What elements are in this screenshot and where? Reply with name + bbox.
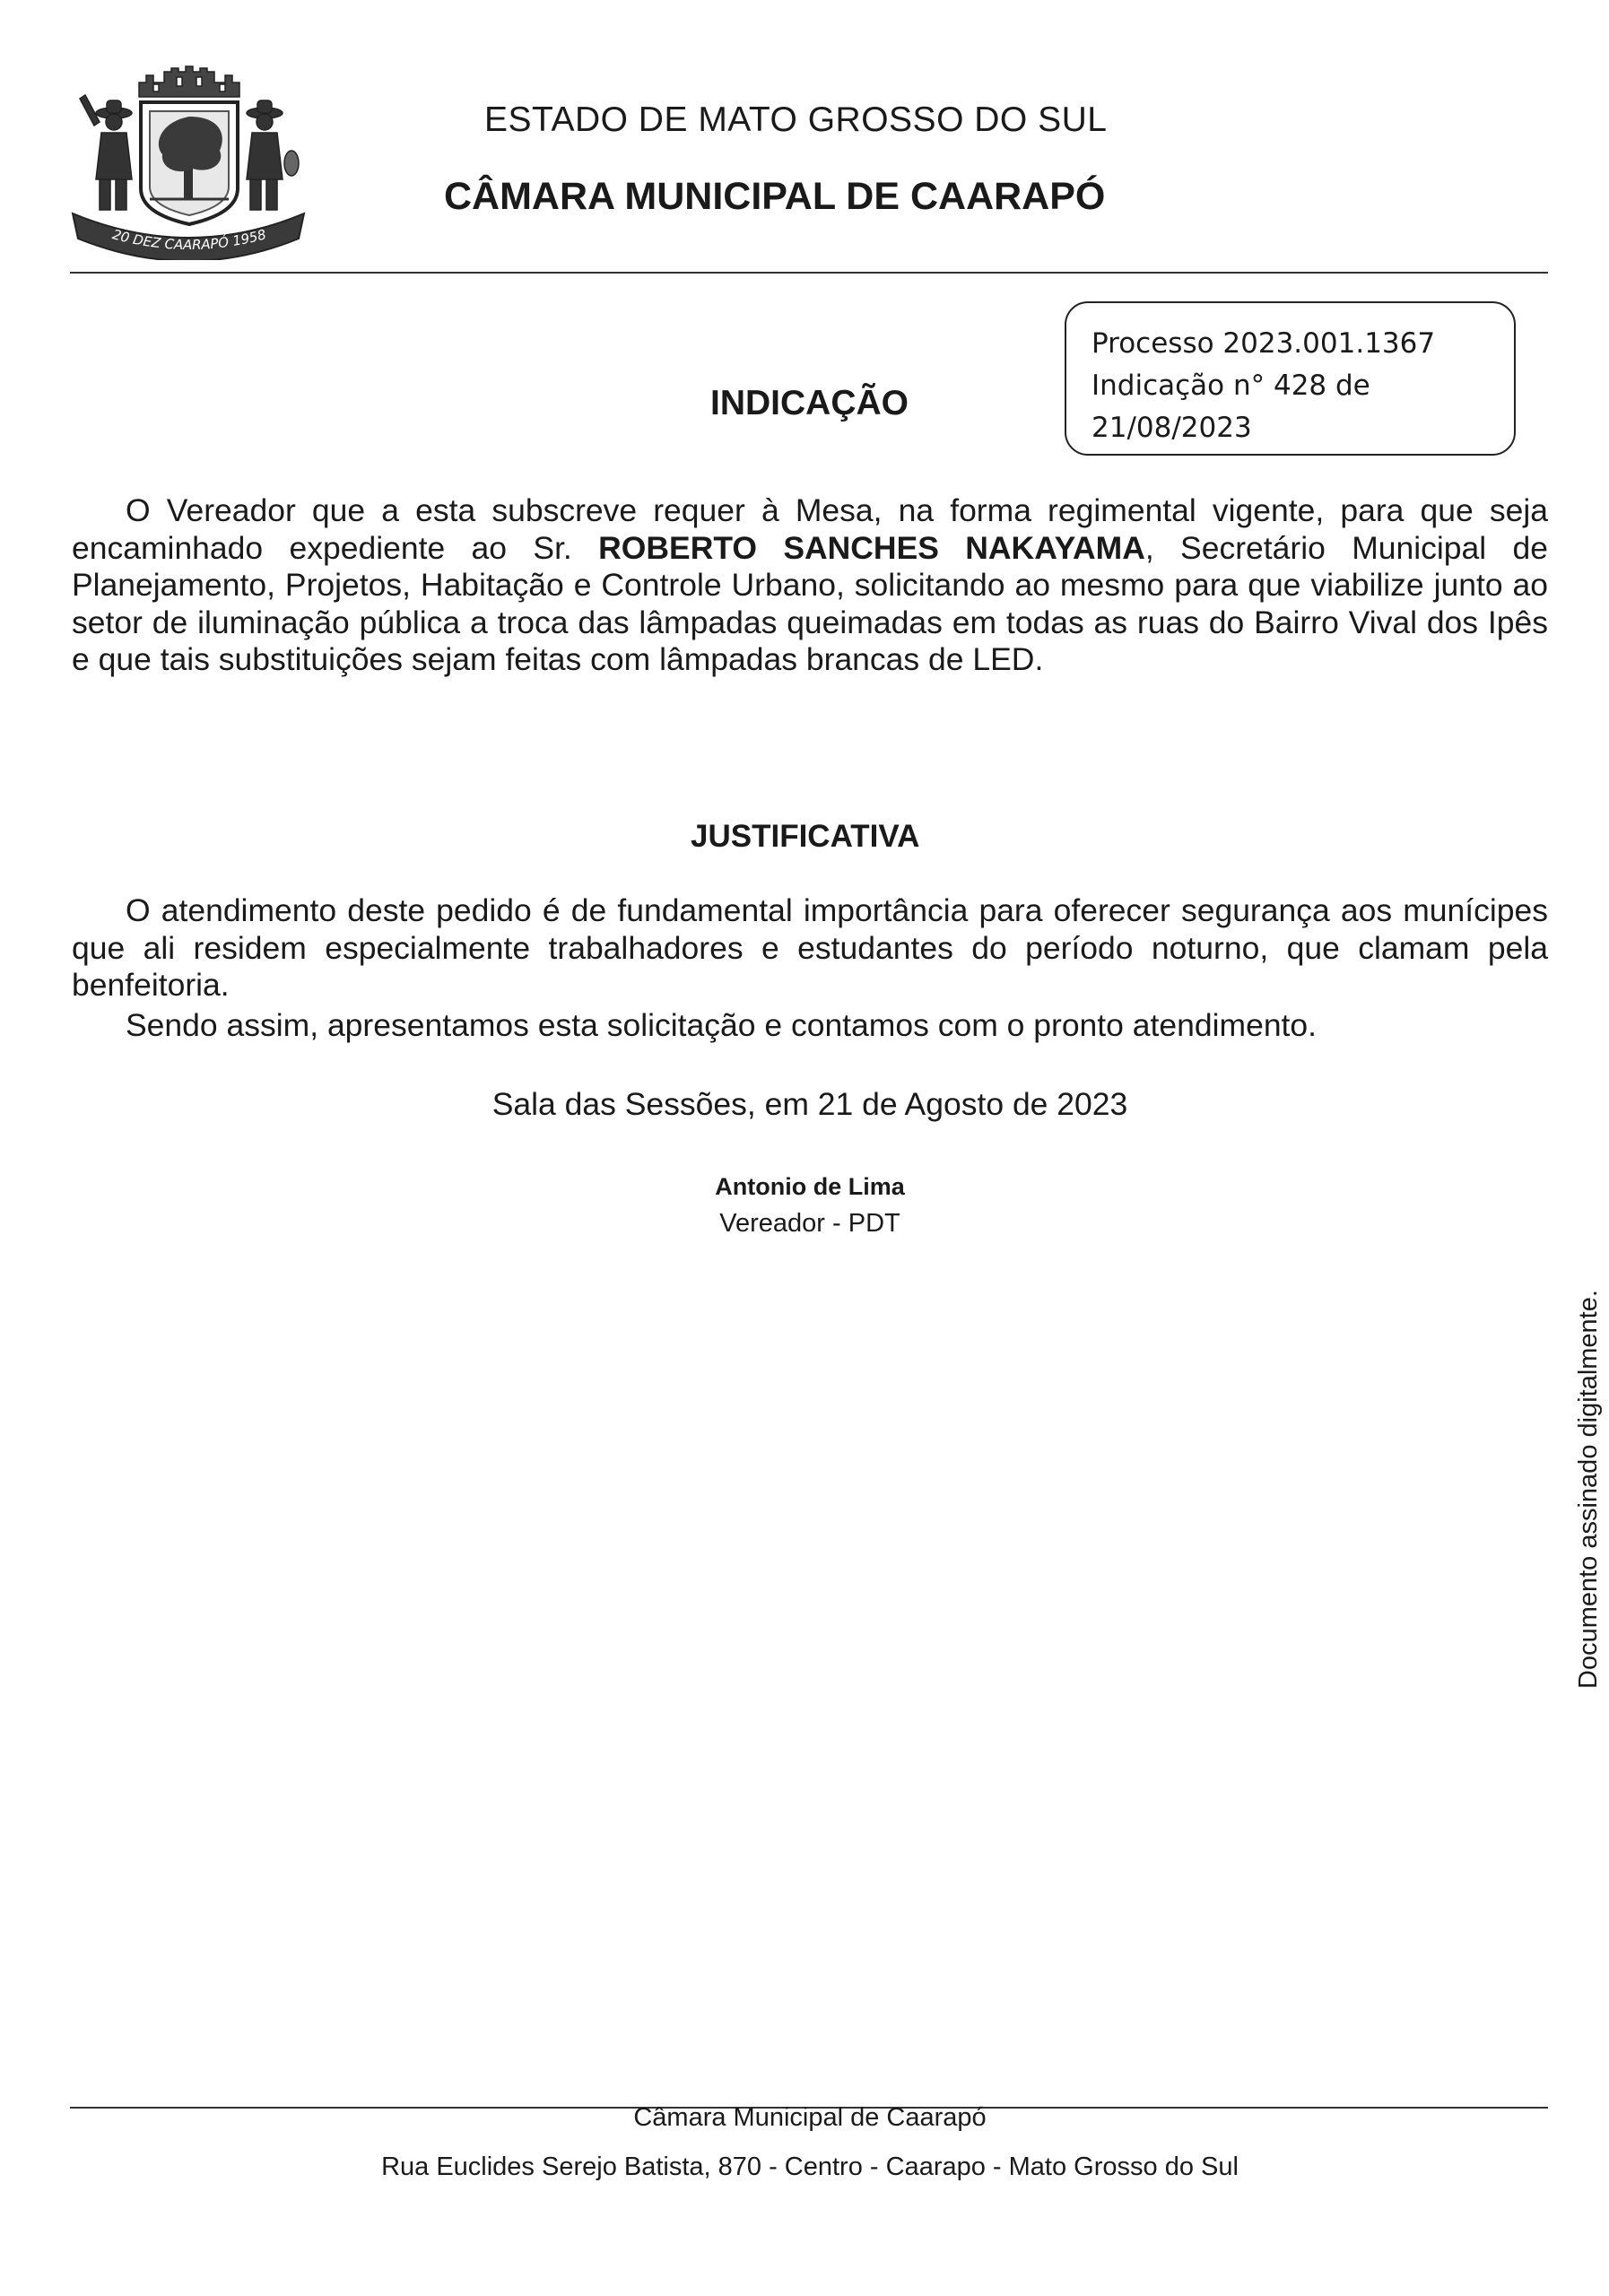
digital-signature-note: Documento assinado digitalmente. [1574, 1290, 1603, 1689]
chamber-heading: CÂMARA MUNICIPAL DE CAARAPÓ [444, 175, 1106, 218]
process-number: Processo 2023.001.1367 [1092, 327, 1436, 360]
session-date-line: Sala das Sessões, em 21 de Agosto de 2023 [491, 1086, 1128, 1122]
indication-number: Indicação n° 428 de [1092, 370, 1370, 402]
indication-text-end: , Secretário Municipal de Planejamento, Projetos, Habitação e Controle Urbano, solicitando ao mesmo para que viabilize junto ao setor de iluminação pública a troca das lâmpadas queimadas em todas as ruas do Bairro Vival dos Ipês e que tais substituições sejam feitas com lâmpadas brancas de LED. [72, 529, 1548, 677]
footer-institution: Câmara Municipal de Caarapó [633, 2103, 987, 2132]
signer-role: Vereador - PDT [719, 1209, 900, 1238]
header-divider [70, 272, 1548, 274]
state-heading: ESTADO DE MATO GROSSO DO SUL [484, 100, 1108, 139]
justification-paragraph: O atendimento deste pedido é de fundamental importância para oferecer segurança aos munícipes que ali residem especialmente trabalhadores e estudantes do período noturno, que clamam pela benfeitoria. [72, 892, 1548, 1003]
crest-ribbon-text: 20 DEZ CAARAPÓ 1958 [110, 226, 268, 254]
process-stamp-box [1065, 301, 1516, 456]
indication-date: 21/08/2023 [1092, 412, 1252, 444]
indication-paragraph [72, 492, 1548, 679]
indication-title: INDICAÇÃO [710, 384, 909, 422]
signer-name: Antonio de Lima [715, 1173, 905, 1200]
secretary-name: ROBERTO SANCHES NAKAYAMA [598, 529, 1145, 566]
indication-text-start: O Vereador que a esta subscreve requer à Mesa, na forma regimental vigente, para que seja encaminhado expediente ao Sr. [72, 492, 1548, 566]
justification-title: JUSTIFICATIVA [691, 819, 920, 854]
municipal-coat-of-arms [67, 63, 309, 260]
closing-sentence: Sendo assim, apresentamos esta solicitação e contamos com o pronto atendimento. [126, 1007, 1318, 1043]
footer-address: Rua Euclides Serejo Batista, 870 - Centro - Caarapo - Mato Grosso do Sul [381, 2152, 1239, 2181]
